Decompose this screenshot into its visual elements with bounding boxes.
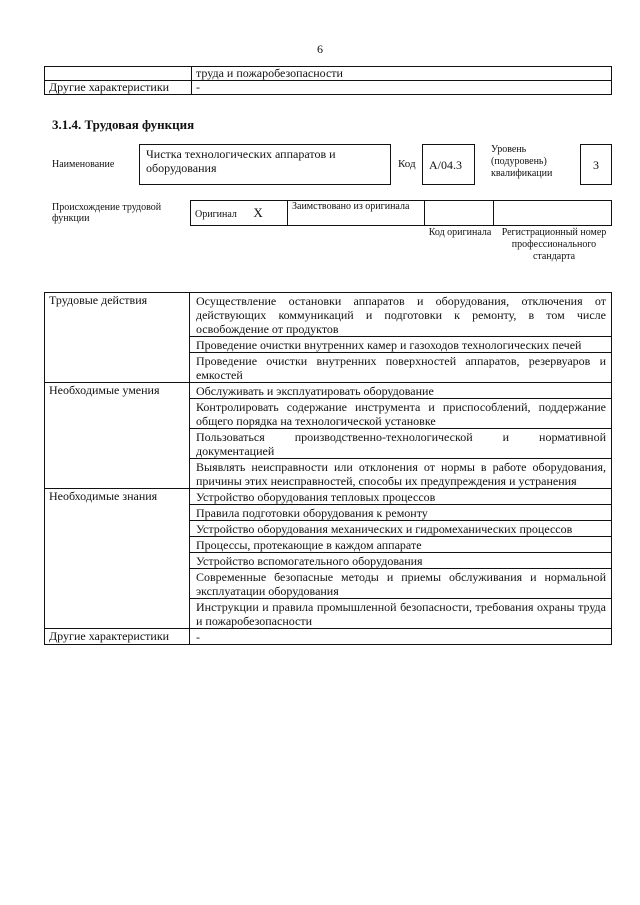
table-row: [45, 67, 612, 81]
category-cell: Необходимые знания: [45, 489, 190, 629]
function-name-box: Чистка технологических аппаратов и оборудования: [139, 144, 391, 185]
list-item: Осуществление остановки аппаратов и оборудования, отключения от действующих коммуникаций и подготовки к ремонту, в том числе освобождение от продуктов: [190, 293, 612, 337]
list-item: Проведение очистки внутренних поверхностей аппаратов, резервуаров и емкостей: [190, 353, 612, 383]
list-item: Правила подготовки оборудования к ремонту: [190, 505, 612, 521]
category-cell: Необходимые умения: [45, 383, 190, 489]
origin-table: [190, 200, 612, 226]
original-mark: Х: [253, 205, 263, 220]
table-row: [45, 489, 612, 505]
table-row: [45, 81, 612, 95]
function-details-table: [44, 292, 612, 645]
name-label: Наименование: [52, 159, 115, 170]
list-item: Выявлять неисправности или отклонения от нормы в работе оборудования, причины этих неисправностей, способы их предупреждения и устранения: [190, 459, 612, 489]
original-label: Оригинал: [195, 209, 237, 220]
level-label: Уровень (подуровень) квалификации: [491, 144, 553, 179]
category-cell: Другие характеристики: [45, 629, 190, 645]
page-number: 6: [317, 42, 323, 56]
list-item: Проведение очистки внутренних камер и газоходов технологических печей: [190, 337, 612, 353]
table-row: [45, 629, 612, 645]
continuation-table: [44, 66, 612, 95]
level-box: 3: [580, 144, 612, 185]
reg-number-cell: [494, 201, 612, 226]
list-item: Пользоваться производственно-технологической и нормативной документацией: [190, 429, 612, 459]
original-cell: [191, 201, 288, 226]
continuation-label: [45, 67, 192, 81]
list-item: Устройство оборудования механических и гидромеханических процессов: [190, 521, 612, 537]
list-item: Обслуживать и эксплуатировать оборудование: [190, 383, 612, 399]
list-item: Процессы, протекающие в каждом аппарате: [190, 537, 612, 553]
list-item: Устройство вспомогательного оборудования: [190, 553, 612, 569]
table-row: [45, 293, 612, 337]
list-item: Устройство оборудования тепловых процессов: [190, 489, 612, 505]
list-item: Инструкции и правила промышленной безопасности, требования охраны труда и пожаробезопасности: [190, 599, 612, 629]
list-item: Современные безопасные методы и приемы обслуживания и нормальной эксплуатации оборудования: [190, 569, 612, 599]
list-item: Контролировать содержание инструмента и приспособлений, поддержание общего порядка на технологической установке: [190, 399, 612, 429]
origin-label: Происхождение трудовой функции: [52, 202, 162, 224]
table-row: [45, 383, 612, 399]
borrowed-label: Заимствовано из оригинала: [288, 201, 425, 226]
category-cell: Трудовые действия: [45, 293, 190, 383]
code-box: А/04.3: [422, 144, 475, 185]
continuation-value: труда и пожаробезопасности: [192, 67, 612, 81]
original-code-cell: [425, 201, 494, 226]
list-item: -: [190, 629, 612, 645]
continuation-value: -: [192, 81, 612, 95]
table-row: [191, 201, 612, 226]
code-label: Код: [398, 158, 416, 170]
registration-number-caption: Регистрационный номер профессионального стандарта: [501, 227, 607, 262]
continuation-label: Другие характеристики: [45, 81, 192, 95]
original-code-caption: Код оригинала: [428, 227, 492, 238]
section-title: 3.1.4. Трудовая функция: [52, 117, 195, 132]
